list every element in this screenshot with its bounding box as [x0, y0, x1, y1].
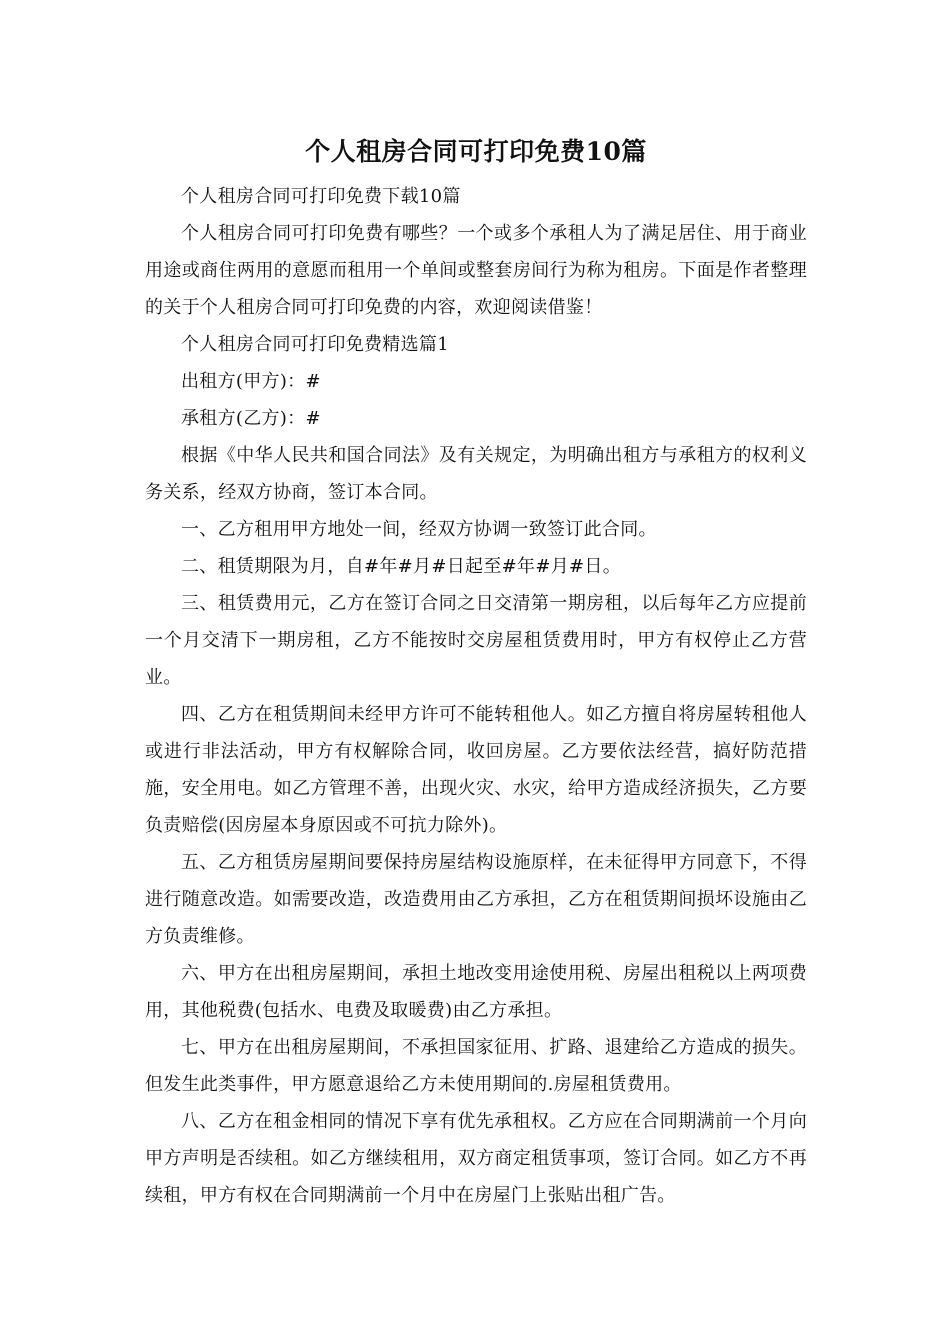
clause-6: 六、甲方在出租房屋期间，承担土地改变用途使用税、房屋出租税以上两项费用，其他税费(包括水、电费及取暖费)由乙方承担。: [145, 963, 807, 1021]
clause-1: 一、乙方租用甲方地处一间，经双方协调一致签订此合同。: [181, 519, 657, 540]
clause-5: 五、乙方租赁房屋期间要保持房屋结构设施原样，在未征得甲方同意下，不得进行随意改造。如需要改造，改造费用由乙方承担，乙方在租赁期间损坏设施由乙方负责维修。: [145, 852, 807, 947]
clause-7: 七、甲方在出租房屋期间，不承担国家征用、扩路、退建给乙方造成的损失。但发生此类事件，甲方愿意退给乙方未使用期间的.房屋租赁费用。: [145, 1037, 807, 1095]
clause-3: 三、租赁费用元，乙方在签订合同之日交清第一期房租，以后每年乙方应提前一个月交清下一期房租，乙方不能按时交房屋租赁费用时，甲方有权停止乙方营业。: [145, 593, 807, 688]
document-page: [145, 128, 807, 1214]
lessee-line: 承租方(乙方)：#: [181, 408, 321, 429]
preamble-paragraph: 根据《中华人民共和国合同法》及有关规定，为明确出租方与承租方的权利义务关系，经双方协商，签订本合同。: [145, 445, 807, 503]
lessor-line: 出租方(甲方)：#: [181, 371, 321, 392]
clause-8: 八、乙方在租金相同的情况下享有优先承租权。乙方应在合同期满前一个月向甲方声明是否续租。如乙方继续租用，双方商定租赁事项，签订合同。如乙方不再续租，甲方有权在合同期满前一个月中在房屋门上张贴出租广告。: [145, 1111, 807, 1206]
clause-2: 二、租赁期限为月，自#年#月#日起至#年#月#日。: [181, 556, 621, 577]
intro-paragraph: 个人租房合同可打印免费有哪些？一个或多个承租人为了满足居住、用于商业用途或商住两用的意愿而租用一个单间或整套房间行为称为租房。下面是作者整理的关于个人租房合同可打印免费的内容，欢迎阅读借鉴！: [145, 223, 807, 318]
document-title: 个人租房合同可打印免费10篇: [305, 137, 647, 166]
clause-4: 四、乙方在租赁期间未经甲方许可不能转租他人。如乙方擅自将房屋转租他人或进行非法活动，甲方有权解除合同，收回房屋。乙方要依法经营，搞好防范措施，安全用电。如乙方管理不善，出现火灾、水灾，给甲方造成经济损失，乙方要负责赔偿(因房屋本身原因或不可抗力除外)。: [145, 704, 807, 836]
section-heading: 个人租房合同可打印免费精选篇1: [181, 334, 449, 355]
subtitle-paragraph: 个人租房合同可打印免费下载10篇: [181, 186, 461, 207]
